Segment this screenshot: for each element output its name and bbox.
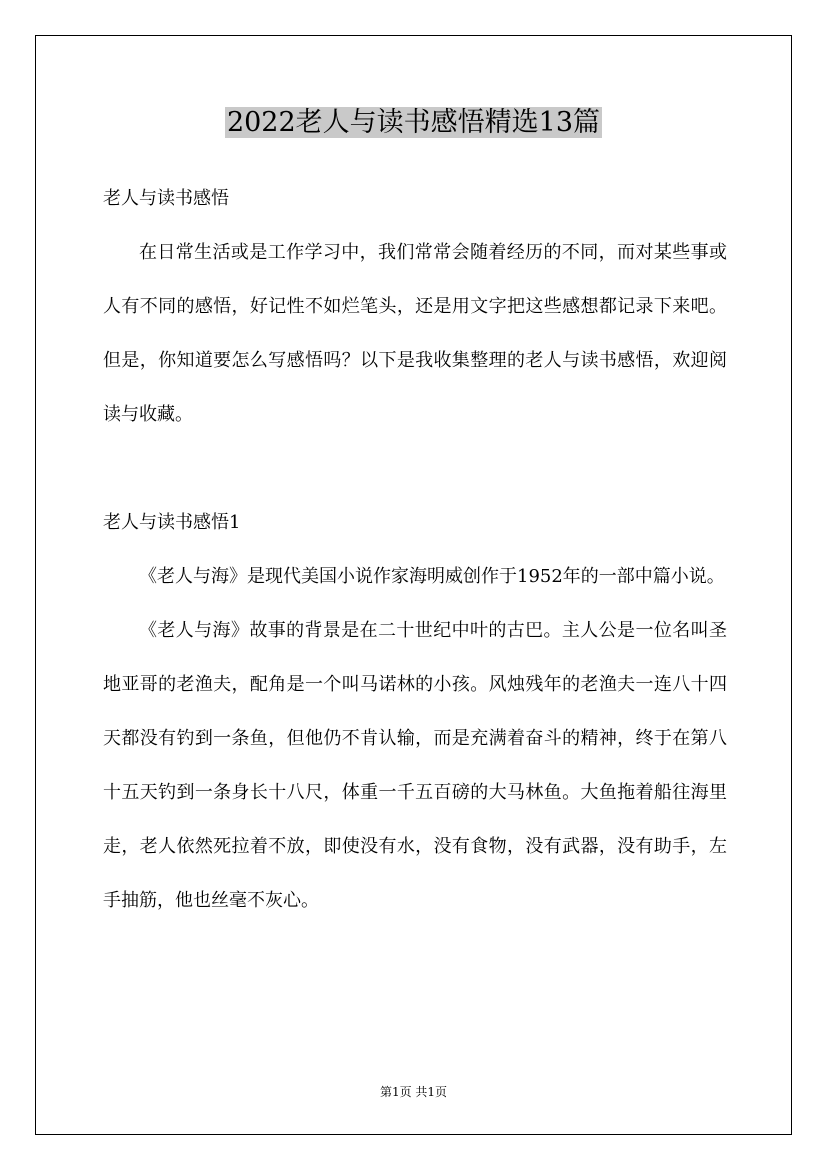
section-heading-1: 老人与读书感悟1	[103, 512, 241, 533]
intro-heading: 老人与读书感悟	[103, 188, 229, 209]
section-gap	[103, 442, 727, 496]
page-footer: 第1页 共1页	[379, 1085, 448, 1099]
document-title-text: 2022老人与读书感悟精选13篇	[226, 107, 601, 138]
document-title	[0, 103, 827, 143]
intro-paragraph: 在日常生活或是工作学习中，我们常常会随着经历的不同，而对某些事或人有不同的感悟，好记性不如烂笔头，还是用文字把这些感想都记录下来吧。但是，你知道要怎么写感悟吗？以下是我收集整理的老人与读书感悟，欢迎阅读与收藏。	[103, 242, 727, 425]
document-body	[103, 172, 727, 928]
section-1-paragraph-2: 《老人与海》故事的背景是在二十世纪中叶的古巴。主人公是一位名叫圣地亚哥的老渔夫，配角是一个叫马诺林的小孩。风烛残年的老渔夫一连八十四天都没有钓到一条鱼，但他仍不肯认输，而是充满着奋斗的精神，终于在第八十五天钓到一条身长十八尺，体重一千五百磅的大马林鱼。大鱼拖着船往海里走，老人依然死拉着不放，即使没有水，没有食物，没有武器，没有助手，左手抽筋，他也丝毫不灰心。	[103, 620, 727, 911]
section-1-paragraph-1: 《老人与海》是现代美国小说作家海明威创作于1952年的一部中篇小说。	[139, 566, 725, 587]
